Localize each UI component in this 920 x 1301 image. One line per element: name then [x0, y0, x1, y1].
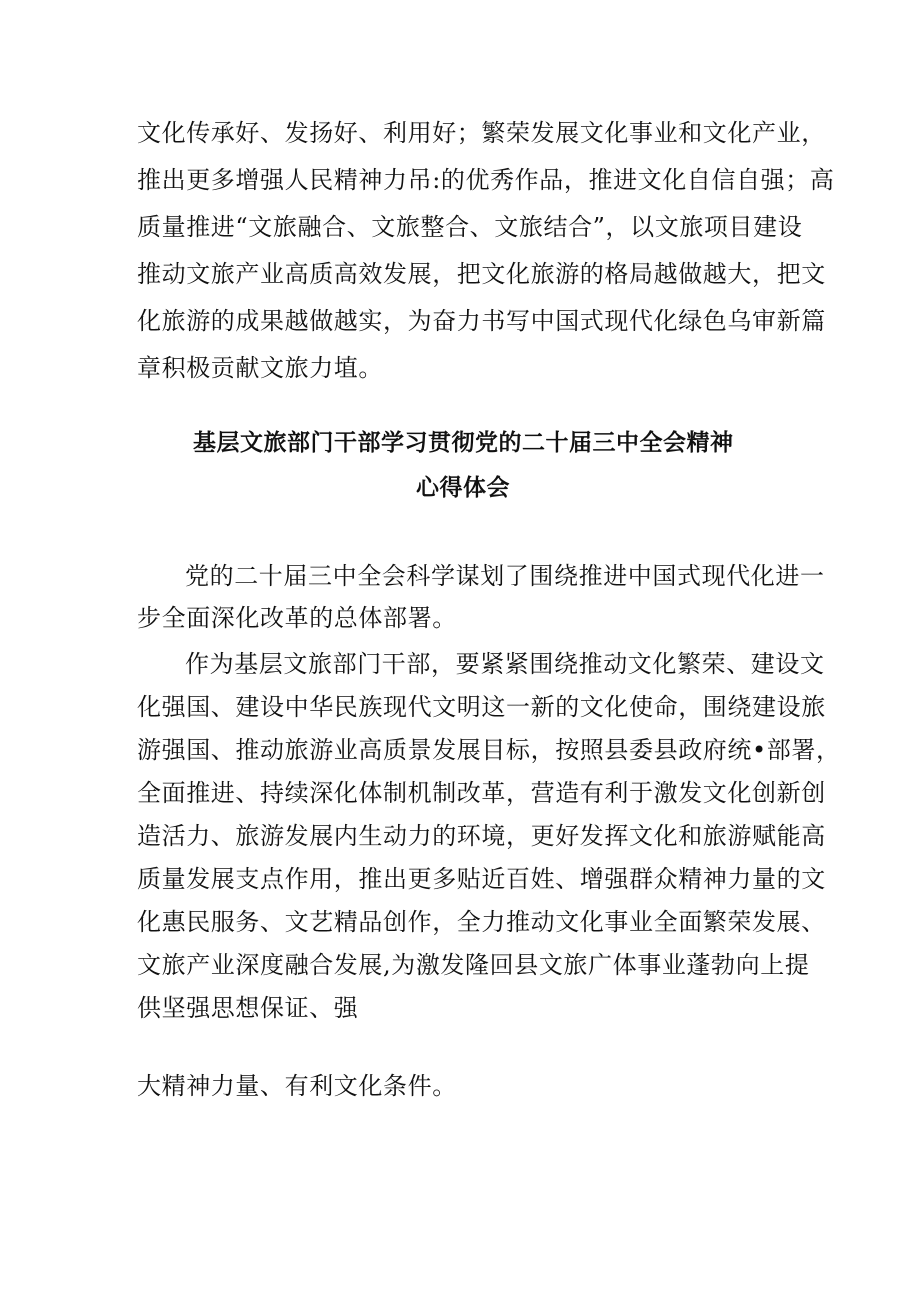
- paragraph-line: 步全面深化改革的总体部署。: [137, 604, 457, 632]
- paragraph-line: 化惠民服务、文艺精品创作，全力推动文化事业全面繁荣发展、: [137, 908, 826, 936]
- paragraph-line: 推出更多增强人民精神力吊:的优秀作品，推进文化自信自强；高: [137, 166, 835, 194]
- paragraph-line: 造活力、旅游发展内生动力的环境，更好发挥文化和旅游赋能高: [137, 822, 826, 850]
- paragraph-line: 化旅游的成果越做越实，为奋力书写中国式现代化绿色乌审新篇: [137, 307, 826, 335]
- article-title-line2: 心得体会: [416, 475, 510, 501]
- paragraph-line: 文化传承好、发扬好、利用好；繁荣发展文化事业和文化产业，: [137, 119, 826, 147]
- paragraph-line: 作为基层文旅部门干部，要紧紧围绕推动文化繁荣、建设文: [185, 650, 825, 678]
- paragraph-line: 供坚强思想保证、强: [137, 994, 359, 1022]
- paragraph-line: 质量发展支点作用，推出更多贴近百姓、增强群众精神力量的文: [137, 865, 826, 893]
- paragraph-line: 化强国、建设中华民族现代文明这一新的文化使命，围绕建设旅: [137, 693, 826, 721]
- paragraph-line: 质量推进“文旅融合、文旅整合、文旅结合”，以文旅项目建设: [137, 213, 803, 241]
- continuation-line: 大精神力量、有利文化条件。: [137, 1072, 457, 1100]
- paragraph-line: 游强国、推动旅游业高质景发展目标，按照县委县政府统•部署，: [137, 736, 841, 764]
- article-title-line1: 基层文旅部门干部学习贯彻党的二十届三中全会精神: [193, 430, 734, 456]
- paragraph-line: 党的二十届三中全会科学谋划了围绕推进中国式现代化进一: [185, 562, 825, 590]
- paragraph-line: 全面推进、持续深化体制机制改革，营造有利于激发文化创新创: [137, 779, 826, 807]
- paragraph-line: 推动文旅产业高质高效发展，把文化旅游的格局越做越大，把文: [137, 260, 826, 288]
- paragraph-line: 章积极贡献文旅力埴。: [137, 354, 383, 382]
- paragraph-line: 文旅产业深度融合发展,为激发隆回县文旅广体事业蓬勃向上提: [137, 951, 810, 979]
